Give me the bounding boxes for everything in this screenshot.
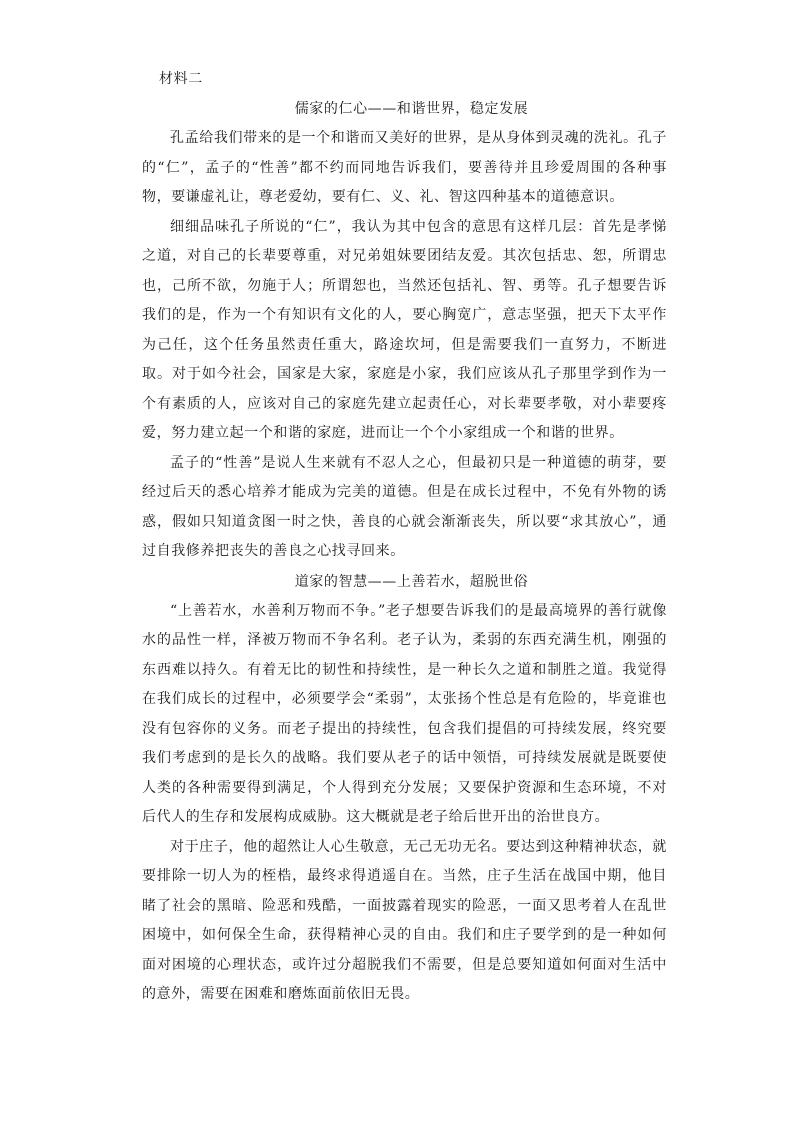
section-confucian bbox=[142, 94, 667, 567]
section-heading: 道家的智慧——上善若水，超脱世俗 bbox=[294, 573, 529, 590]
paragraph: 孔孟给我们带来的是一个和谐而又美好的世界，是从身体到灵魂的洗礼。孔子的“仁”，孟子的“性善”都不约而同地告诉我们，要善待并且珍爱周围的各种事物，要谦虚礼让，尊老爱幼，要有仁、义、礼、智这四种基本的道德意识。 bbox=[142, 130, 667, 205]
paragraph: 对于庄子，他的超然让人心生敬意，无己无功无名。要达到这种精神状态，就要排除一切人为的桎梏，最终求得逍遥自在。当然，庄子生活在战国中期，他目睹了社会的黑暗、险恶和残酷，一面披露着现实的险恶，一面又思考着人在乱世困境中，如何保全生命，获得精神心灵的自由。我们和庄子要学到的是一种如何面对困境的心理状态，或许过分超脱我们不需要，但是总要知道如何面对生活中的意外，需要在困难和磨炼面前依旧无畏。 bbox=[142, 838, 667, 1002]
section-taoist bbox=[142, 567, 667, 1010]
document-body bbox=[142, 64, 667, 1010]
section-heading: 儒家的仁心——和谐世界，稳定发展 bbox=[294, 101, 529, 117]
paragraph: “上善若水，水善利万物而不争。”老子想要告诉我们的是最高境界的善行就像水的品性一样，泽被万物而不争名利。老子认为，柔弱的东西充满生机，刚强的东西难以持久。有着无比的韧性和持续性，是一种长久之道和制胜之道。我觉得在我们成长的过程中，必须要学会“柔弱”，太张扬个性总是有危险的，毕竟谁也没有包容你的义务。而老子提出的持续性，包含我们提倡的可持续发展，终究要我们考虑到的是长久的战略。我们要从老子的话中领悟，可持续发展就是既要使人类的各种需要得到满足，个人得到充分发展；又要保护资源和生态环境，不对后代人的生存和发展构成威胁。这大概就是老子给后世开出的治世良方。 bbox=[142, 602, 667, 825]
paragraph: 孟子的“性善”是说人生来就有不忍人之心，但最初只是一种道德的萌芽，要经过后天的悉心培养才能成为完美的道德。但是在成长过程中，不免有外物的诱惑，假如只知道贪图一时之快，善良的心就会渐渐丧失，所以要“求其放心”，通过自我修养把丧失的善良之心找寻回来。 bbox=[142, 454, 667, 559]
paragraph: 细细品味孔子所说的“仁”，我认为其中包含的意思有这样几层：首先是孝悌之道，对自己的长辈要尊重，对兄弟姐妹要团结友爱。其次包括忠、恕，所谓忠也，己所不欲，勿施于人；所谓恕也，当然还包括礼、智、勇等。孔子想要告诉我们的是，作为一个有知识有文化的人，要心胸宽广，意志坚强，把天下太平作为己任，这个任务虽然责任重大，路途坎坷，但是需要我们一直努力，不断进取。对于如今社会，国家是大家，家庭是小家，我们应该从孔子那里学到作为一个有素质的人，应该对自己的家庭先建立起责任心，对长辈要孝敬，对小辈要疼爱，努力建立起一个和谐的家庭，进而让一个个小家组成一个和谐的世界。 bbox=[142, 218, 667, 441]
material-label: 材料二 bbox=[159, 71, 203, 87]
